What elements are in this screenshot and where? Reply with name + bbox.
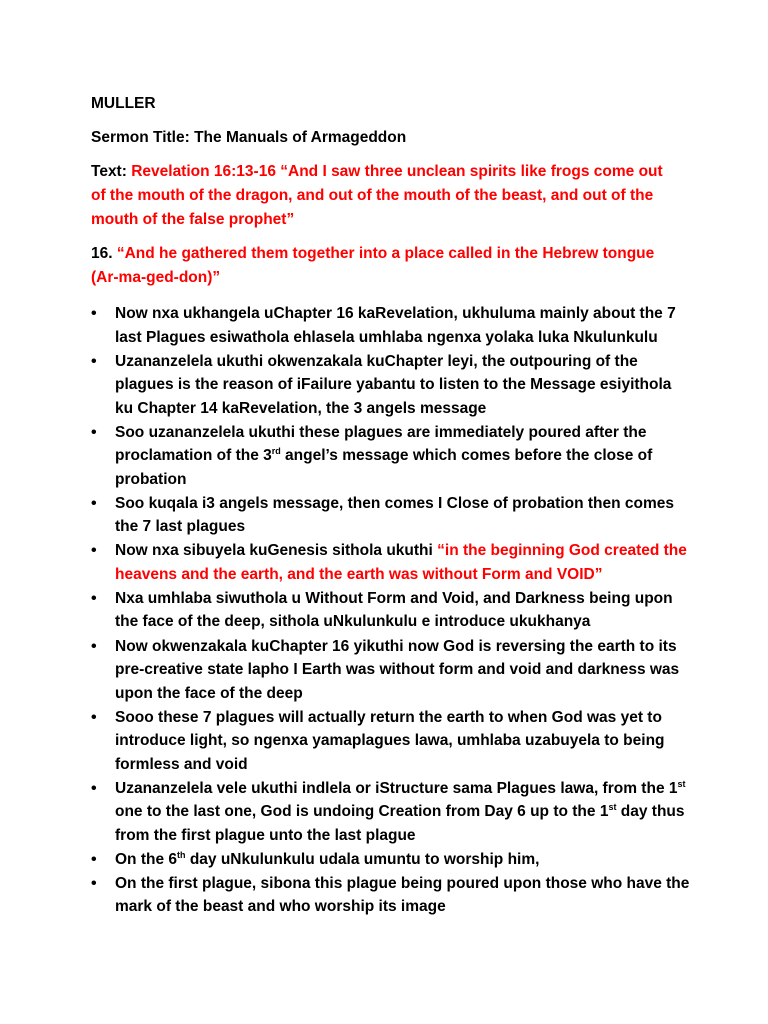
- sermon-title-label: Sermon Title:: [91, 129, 195, 146]
- verse-quote: “And he gathered them together into a place called in the Hebrew tongue (Ar-ma-ged-don)”: [91, 245, 655, 286]
- list-item: • Soo uzananzelela ukuthi these plagues are immediately poured after the proclamation of the 3rd angel’s message which comes before the close of probation: [91, 421, 691, 492]
- text-label: Text:: [91, 163, 132, 180]
- scripture-quote: “And I saw three unclean spirits like frogs come out of the mouth of the dragon, and out of the mouth of the beast, and out of the mouth of the false prophet”: [91, 163, 663, 228]
- author-name: MULLER: [91, 95, 156, 112]
- verse-number: 16.: [91, 245, 117, 262]
- list-item: • On the 6th day uNkulunkulu udala umuntu to worship him,: [91, 848, 691, 872]
- list-item: • Uzananzelela ukuthi okwenzakala kuChapter leyi, the outpouring of the plagues is the reason of iFailure yabantu to listen to the Message esiyithola ku Chapter 14 kaRevelation, the 3 angels message: [91, 350, 691, 421]
- list-item: • On the first plague, sibona this plague being poured upon those who have the mark of the beast and who worship its image: [91, 872, 691, 919]
- text-reference-paragraph: [91, 160, 681, 232]
- list-item: • Sooo these 7 plagues will actually return the earth to when God was yet to introduce light, so ngenxa yamaplagues lawa, umhlaba uzabuyela to being formless and void: [91, 706, 691, 777]
- list-item: • Nxa umhlaba siwuthola u Without Form and Void, and Darkness being upon the face of the deep, sithola uNkulunkulu e introduce ukukhanya: [91, 587, 691, 634]
- list-item: • Now nxa sibuyela kuGenesis sithola ukuthi “in the beginning God created the heavens and the earth, and the earth was without Form and VOID”: [91, 539, 691, 586]
- verse-16-paragraph: [91, 242, 681, 290]
- sermon-points-list: [91, 302, 691, 920]
- list-item: • Now okwenzakala kuChapter 16 yikuthi now God is reversing the earth to its pre-creative state lapho I Earth was without form and void and darkness was upon the face of the deep: [91, 635, 691, 706]
- list-item: • Soo kuqala i3 angels message, then comes I Close of probation then comes the 7 last plagues: [91, 492, 691, 539]
- scripture-reference: Revelation 16:13-16: [131, 163, 276, 180]
- sermon-title: The Manuals of Armageddon: [194, 129, 407, 146]
- genesis-quote: “in the beginning God created the heavens and the earth, and the earth was without Form and VOID”: [115, 542, 687, 583]
- list-item: • Now nxa ukhangela uChapter 16 kaRevelation, ukhuluma mainly about the 7 last Plagues esiwathola ehlasela umhlaba ngenxa yolaka luka Nkulunkulu: [91, 302, 691, 349]
- sermon-title-line: [91, 128, 406, 148]
- list-item: • Uzananzelela vele ukuthi indlela or iStructure sama Plagues lawa, from the 1st one to the last one, God is undoing Creation from Day 6 up to the 1st day thus from the first plague unto the last plague: [91, 777, 691, 848]
